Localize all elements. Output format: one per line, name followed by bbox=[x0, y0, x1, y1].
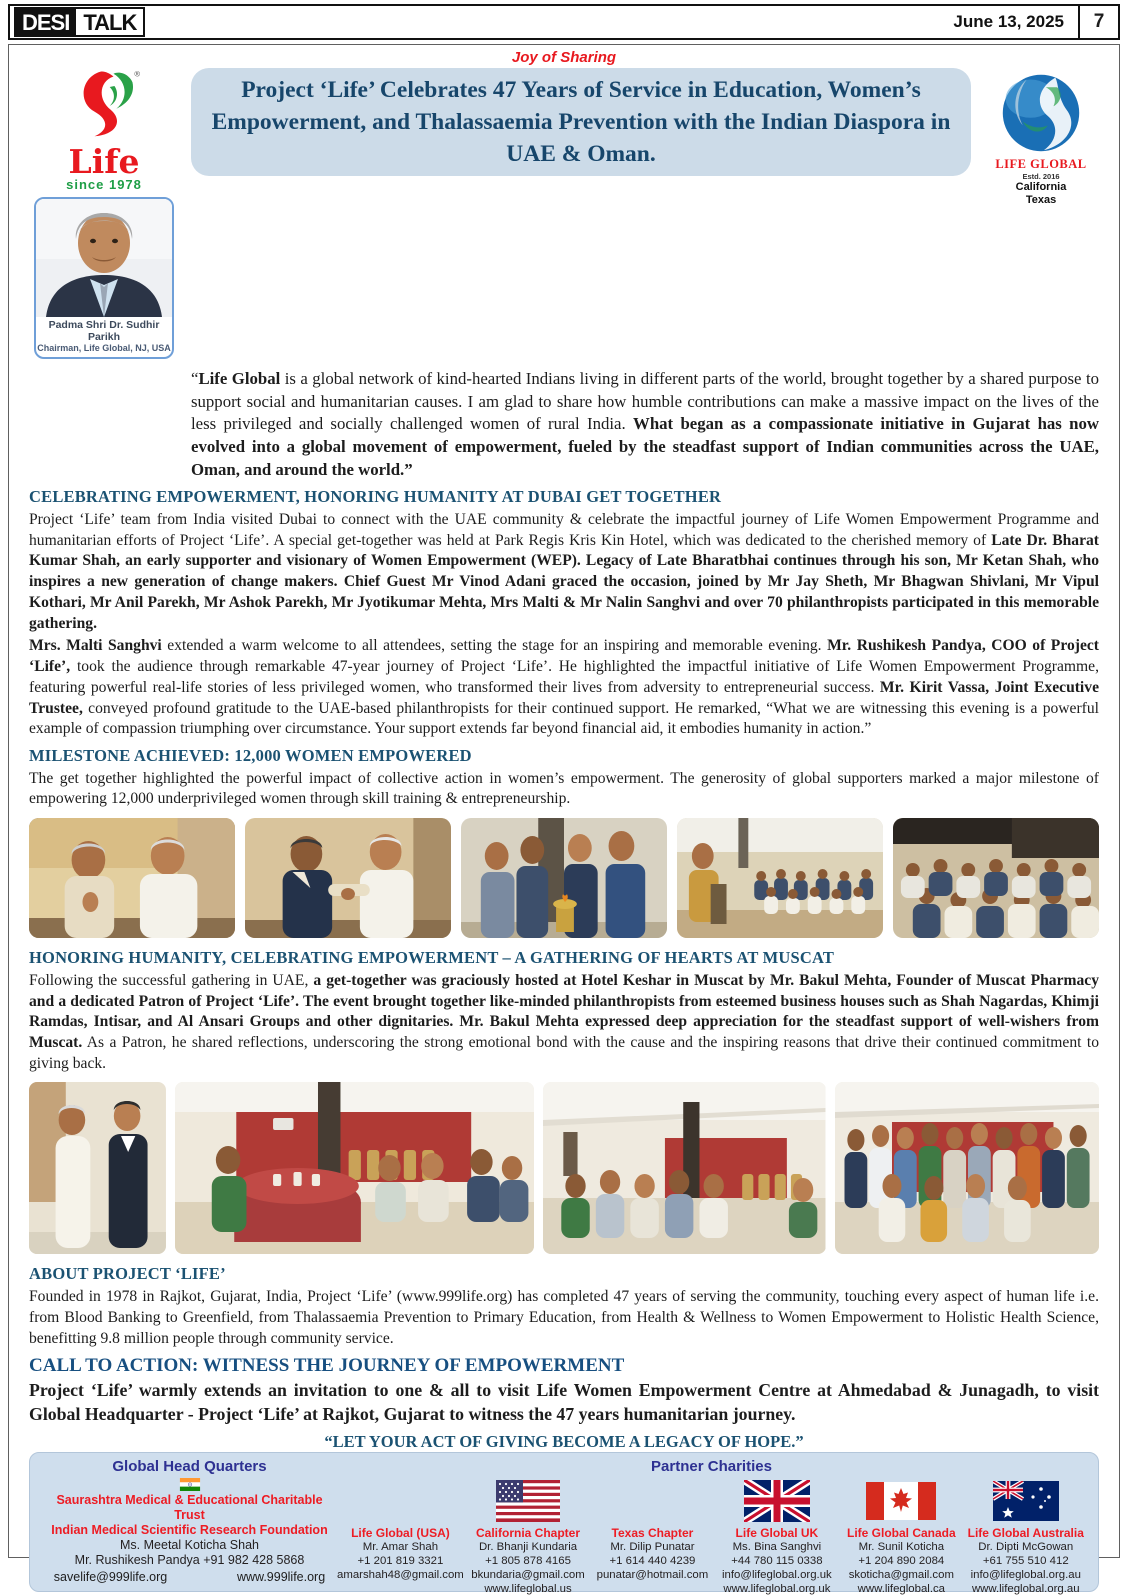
photo-group-photo bbox=[835, 1082, 1099, 1254]
chairman-caption-name: Padma Shri Dr. Sudhir Parikh bbox=[48, 319, 160, 343]
life-global-name: LIFE GLOBAL bbox=[995, 157, 1087, 171]
newspaper-page bbox=[0, 4, 1128, 1596]
partners-heading: Partner Charities bbox=[651, 1458, 772, 1476]
ghq-website: www.999life.org bbox=[236, 1570, 326, 1585]
ghq-email: savelife@999life.org bbox=[53, 1570, 168, 1585]
partner-phone: +1 614 440 4239 bbox=[609, 1555, 696, 1568]
life-global-location-1: California bbox=[1015, 181, 1067, 193]
canada-flag-icon bbox=[866, 1482, 936, 1520]
partner-charities-block bbox=[337, 1458, 1086, 1596]
photo-shawl-felicitation bbox=[245, 818, 451, 938]
photo-two-hosts bbox=[29, 1082, 166, 1254]
masthead-grid bbox=[29, 68, 1099, 481]
partner-name: Texas Chapter bbox=[611, 1526, 694, 1541]
uk-flag-icon bbox=[744, 1480, 810, 1522]
ghq-org-1: Saurashtra Medical & Educational Charitable Trust bbox=[56, 1493, 323, 1523]
section-heading-about: ABOUT PROJECT ‘LIFE’ bbox=[29, 1264, 226, 1284]
brand-talk: TALK bbox=[76, 9, 143, 35]
partner-contact: Ms. Bina Sanghvi bbox=[732, 1541, 822, 1554]
headline-panel bbox=[191, 68, 971, 176]
contacts-footer bbox=[29, 1452, 1099, 1596]
project-life-logo bbox=[66, 68, 142, 192]
partner-contact: Mr. Sunil Koticha bbox=[858, 1541, 945, 1554]
dubai-photo-strip bbox=[29, 818, 1099, 938]
tagline: Joy of Sharing bbox=[511, 49, 617, 66]
photo-elders-greeting bbox=[29, 818, 235, 938]
dubai-paragraph-2: Mrs. Malti Sanghvi extended a warm welcome to all attendees, setting the stage for an inspiring and memorable evening. Mr. Rushikesh Pandya, COO of Project ‘Life’, took the audience through remarkable 47-year journey of Project ‘Life’. He highlighted the impactful initiative of Life Women Empowerment Programme, featuring powerful real-life stories of less privileged women, who transformed their lives from adversity to entrepreneurial success. Mr. Kirit Vassa, Joint Executive Trustee, conveyed profound gratitude to the UAE-based philanthropists for their continued support. He remarked, “What we are witnessing this evening is a powerful example of compassion triumphing over circumstance. Your support extends far beyond financial aid, it embodies humanity in action.” bbox=[29, 637, 1099, 738]
about-paragraph: Founded in 1978 in Rajkot, Gujarat, India, Project ‘Life’ (www.999life.org) has completed 47 years of serving the community, touching every aspect of human life i.e. from Blood Banking to Greenfield, from Thalassaemia Prevention to Primary Education, from Health & Wellness to Women Empowerment to Holistic Health Science, benefitting 9.8 million people through community service. bbox=[29, 1288, 1099, 1347]
section-heading-milestone: MILESTONE ACHIEVED: 12,000 WOMEN EMPOWERED bbox=[29, 746, 472, 766]
global-headquarters-block bbox=[42, 1458, 337, 1584]
life-global-location-2: Texas bbox=[1025, 194, 1057, 206]
life-global-logo bbox=[983, 68, 1099, 359]
milestone-paragraph: The get together highlighted the powerful impact of collective action in women’s empowerment. The generosity of global supporters marked a major milestone of empowering 12,000 underprivileged women through skill training & entrepreneurship. bbox=[29, 769, 1099, 808]
photo-audience-podium bbox=[677, 818, 883, 938]
life-wordmark: Life bbox=[68, 142, 140, 181]
partner-email: skoticha@gmail.com bbox=[848, 1569, 954, 1582]
partner-email: bkundaria@gmail.com bbox=[471, 1569, 585, 1582]
cta-paragraph: Project ‘Life’ warmly extends an invitation to one & all to visit Life Women Empowerment Centre at Ahmedabad & Junagadh, to visit Global Headquarter - Project ‘Life’ at Rajkot, Gujarat to witness the 47 years humanitarian journey. bbox=[29, 1380, 1099, 1424]
partner-name: Life Global Canada bbox=[846, 1526, 956, 1541]
partner-texas-chapter bbox=[592, 1476, 712, 1596]
partner-contact: Mr. Amar Shah bbox=[362, 1541, 439, 1554]
partner-email: amarshah48@gmail.com bbox=[337, 1569, 464, 1582]
brand-desi: DESI bbox=[16, 9, 76, 35]
partner-contact: Dr. Dipti McGowan bbox=[978, 1541, 1074, 1554]
partner-name: California Chapter bbox=[476, 1526, 581, 1541]
partner-website: www.lifeglobal.org.au bbox=[971, 1583, 1080, 1596]
ghq-contact-1: Ms. Meetal Koticha Shah bbox=[120, 1538, 259, 1553]
partner-name: Life Global UK bbox=[735, 1526, 819, 1541]
partner-phone: +1 805 878 4165 bbox=[485, 1555, 571, 1568]
partner-life-global-canada bbox=[841, 1476, 961, 1596]
svg-text:®: ® bbox=[134, 69, 140, 79]
dubai-paragraph-1: Project ‘Life’ team from India visited Dubai to connect with the UAE community & celebrate the impactful journey of Life Women Empowerment Programme and humanitarian efforts of Project ‘Life’. A special get-together was held at Park Regis Kris Kin Hotel, which was dedicated to the cherished memory of Late Dr. Bharat Kumar Shah, an early supporter and visionary of Women Empowerment (WEP). Legacy of Late Bharatbhai continues through his son, Mr Ketan Shah, who inspires a new generation of change makers. Chief Guest Mr Vinod Adani graced the occasion, joined by Mr Jay Sheth, Mr Bhagwan Shivlani, Mr Vipul Kothari, Mr Anil Parekh, Mr Ashok Parekh, Mr Jyotikumar Mehta, Mrs Malti & Mr Nalin Sanghvi and over 70 philanthropists participated in this memorable gathering. bbox=[29, 510, 1100, 632]
globe-icon bbox=[998, 70, 1084, 156]
partner-life-global-usa bbox=[337, 1476, 464, 1596]
partner-name: Life Global (USA) bbox=[351, 1526, 450, 1541]
masthead-bar bbox=[8, 4, 1120, 40]
australia-flag-icon bbox=[993, 1481, 1059, 1521]
page-number: 7 bbox=[1078, 4, 1118, 40]
life-global-estd: Estd. 2016 bbox=[1022, 172, 1060, 181]
india-flag-icon bbox=[159, 1478, 221, 1491]
partner-phone: +44 780 115 0338 bbox=[731, 1555, 823, 1568]
partner-email: info@lifeglobal.org.uk bbox=[722, 1569, 832, 1582]
article-headline: Project ‘Life’ Celebrates 47 Years of Service in Education, Women’s Empowerment, and Thalassaemia Prevention with the Indian Diaspora in UAE & Oman. bbox=[211, 77, 951, 167]
partner-phone: +61 755 510 412 bbox=[982, 1555, 1069, 1568]
desi-talk-logo bbox=[14, 7, 145, 37]
partner-email: info@lifeglobal.org.au bbox=[970, 1569, 1081, 1582]
partner-name: Life Global Australia bbox=[967, 1526, 1084, 1541]
life-since-label: since 1978 bbox=[66, 177, 142, 192]
photo-lamp-lighting bbox=[461, 818, 667, 938]
partner-contact: Dr. Bhanji Kundaria bbox=[478, 1541, 578, 1554]
chairman-photo bbox=[34, 197, 174, 359]
ghq-heading: Global Head Quarters bbox=[112, 1458, 267, 1476]
chairman-quote: “Life Global is a global network of kind-hearted Indians living in different parts of the world, brought together by a shared purpose to support social and humanitarian causes. I am glad to share how humble contributions can make a massive impact on the lives of the less privileged and socially challenged women of rural India. What began as a compassionate initiative in Gujarat has now evolved into a global movement of empowerment, fueled by the steadfast support of Indian communities across the UAE, Oman, and around the world.” bbox=[191, 369, 1099, 479]
chairman-portrait-image bbox=[36, 199, 172, 317]
partner-website: www.lifeglobal.us bbox=[484, 1583, 572, 1596]
partner-email: punatar@hotmail.com bbox=[596, 1569, 709, 1582]
ghq-org-2: Indian Medical Scientific Research Foundation bbox=[51, 1523, 328, 1538]
life-swan-logo-icon bbox=[66, 68, 142, 142]
partner-california-chapter bbox=[468, 1476, 588, 1596]
photo-round-tables bbox=[175, 1082, 535, 1254]
partner-contact: Mr. Dilip Punatar bbox=[610, 1541, 695, 1554]
partner-life-global-uk bbox=[717, 1476, 837, 1596]
section-heading-dubai: CELEBRATING EMPOWERMENT, HONORING HUMANITY AT DUBAI GET TOGETHER bbox=[29, 487, 722, 507]
partner-life-global-australia bbox=[966, 1476, 1086, 1596]
left-column bbox=[29, 68, 179, 359]
section-heading-muscat: HONORING HUMANITY, CELEBRATING EMPOWERMENT – A GATHERING OF HEARTS AT MUSCAT bbox=[29, 948, 835, 968]
muscat-photo-strip bbox=[29, 1082, 1099, 1254]
chairman-caption-title: Chairman, Life Global, NJ, USA bbox=[37, 343, 171, 353]
muscat-paragraph: Following the successful gathering in UAE, a get-together was graciously hosted at Hotel Keshar in Muscat by Mr. Bakul Mehta, Founder of Muscat Pharmacy and a dedicated Patron of Project ‘Life’. The event brought together like-minded philanthropists from esteemed business houses such as Shah Nagardas, Khimji Ramdas, Intisar, and Al Ansari Groups and other dignitaries. Mr. Bakul Mehta expressed deep appreciation for the steadfast support of well-wishers from Muscat. As a Patron, he shared reflections, underscoring the strong emotional bond with the cause and the inspiring reasons that drive their continued commitment to giving back. bbox=[29, 971, 1099, 1072]
issue-date: June 13, 2025 bbox=[953, 12, 1064, 31]
partner-phone: +1 204 890 2084 bbox=[858, 1555, 945, 1568]
cta-quote: “LET YOUR ACT OF GIVING BECOME A LEGACY OF HOPE.” bbox=[324, 1432, 804, 1452]
photo-seated-gathering bbox=[543, 1082, 825, 1254]
section-heading-cta: CALL TO ACTION: WITNESS THE JOURNEY OF EMPOWERMENT bbox=[29, 1355, 625, 1377]
usa-flag-icon bbox=[496, 1480, 560, 1522]
article-frame bbox=[8, 44, 1120, 1596]
ghq-contact-2: Mr. Rushikesh Pandya +91 982 428 5868 bbox=[74, 1553, 305, 1568]
partner-website: www.lifeglobal.ca bbox=[857, 1583, 946, 1596]
partner-website: www.lifeglobal.org.uk bbox=[723, 1583, 831, 1596]
partner-phone: +1 201 819 3321 bbox=[357, 1555, 444, 1568]
photo-audience-crowd bbox=[893, 818, 1099, 938]
